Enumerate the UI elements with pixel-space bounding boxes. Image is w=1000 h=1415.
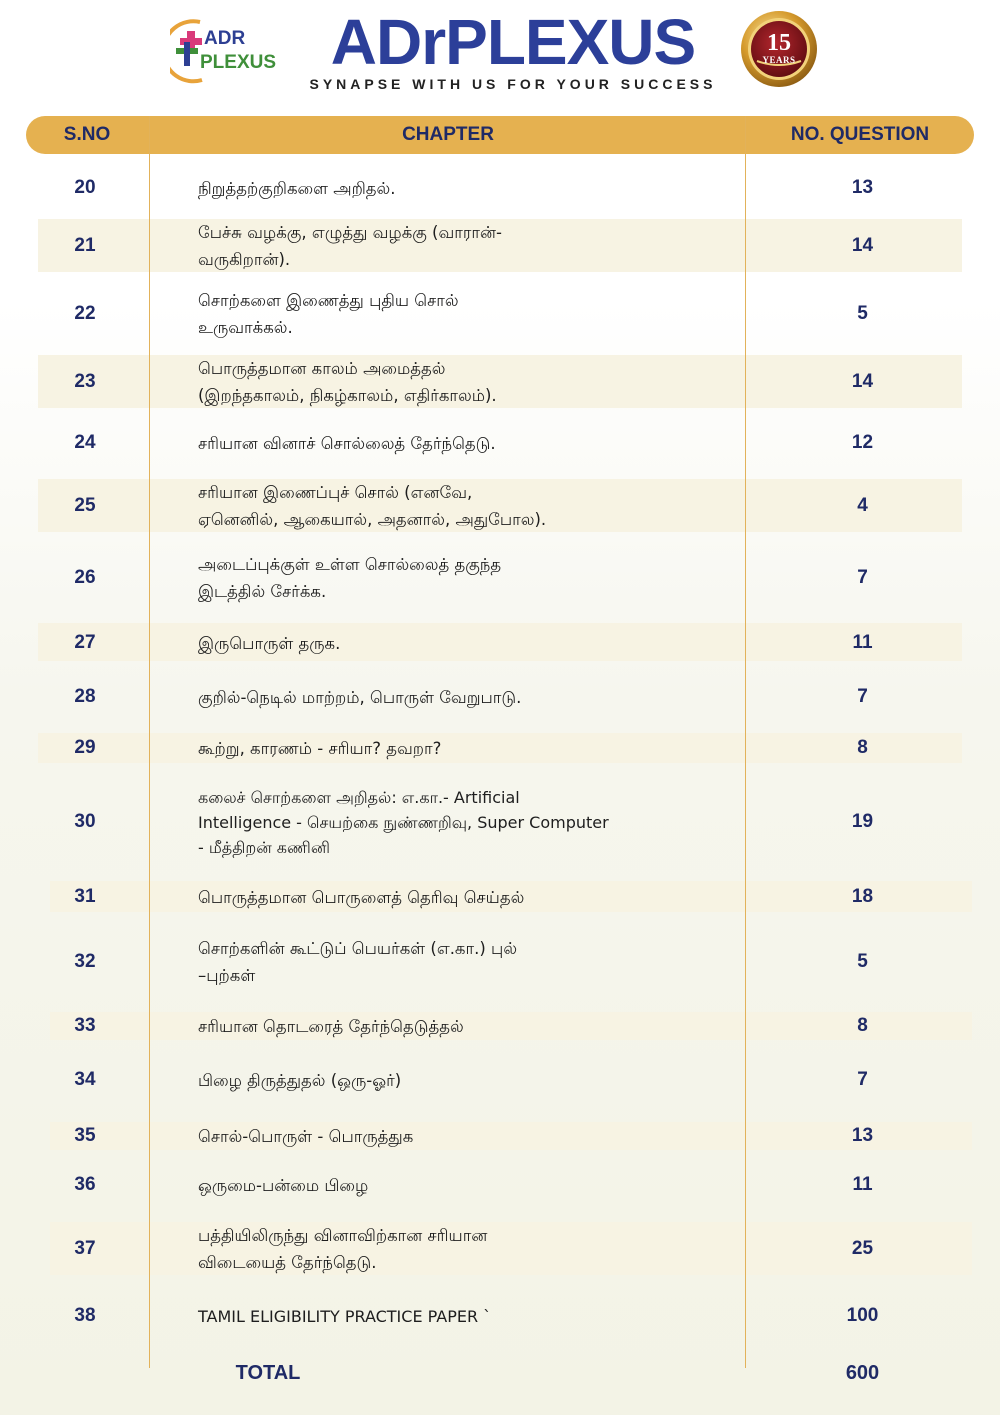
- chapter-line: குறில்-நெடில் மாற்றம், பொருள் வேறுபாடு.: [198, 687, 522, 707]
- row-sno: 28: [74, 686, 96, 707]
- row-chapter: [198, 881, 718, 913]
- table-row: [0, 219, 1000, 273]
- chapter-line: சரியான தொடரைத் தேர்ந்தெடுத்தல்: [198, 1016, 464, 1036]
- chapter-line: அடைப்புக்குள் உள்ள சொல்லைத் தகுந்த: [198, 555, 502, 574]
- chapter-line: ஒருமை-பன்மை பிழை: [198, 1175, 369, 1195]
- row-questions: 5: [857, 951, 868, 972]
- header-questions: NO. QUESTION: [790, 124, 930, 145]
- row-sno: 34: [74, 1069, 96, 1090]
- row-chapter: [198, 1296, 718, 1336]
- table-row: [0, 1166, 1000, 1204]
- row-sno: 38: [74, 1305, 96, 1326]
- badge-text: YEARS: [762, 55, 796, 65]
- row-chapter: [198, 1122, 718, 1150]
- chapter-line: சரியான இணைப்புச் சொல் (எனவே,: [198, 483, 473, 502]
- row-sno: 37: [74, 1238, 96, 1259]
- table-row: [0, 733, 1000, 763]
- table-row: [0, 355, 1000, 409]
- row-sno: 20: [74, 177, 96, 198]
- chapter-line: –புற்கள்: [198, 966, 256, 985]
- table-row: [0, 623, 1000, 663]
- chapter-line: வருகிறான்).: [198, 250, 291, 269]
- table-row: [0, 1122, 1000, 1150]
- total-label: TOTAL: [235, 1362, 301, 1384]
- row-sno: 21: [74, 235, 96, 256]
- table-row: [0, 479, 1000, 533]
- row-questions: 100: [846, 1305, 879, 1326]
- table-row: [0, 551, 1000, 605]
- chapter-line: சொல்-பொருள் - பொருத்துக: [198, 1126, 414, 1146]
- header-sno: S.NO: [63, 124, 111, 145]
- row-sno: 32: [74, 951, 96, 972]
- table-row: [0, 1060, 1000, 1100]
- chapter-line: (இறந்தகாலம், நிகழ்காலம், எதிர்காலம்).: [198, 386, 497, 405]
- brand-tagline: SYNAPSE WITH US FOR YOUR SUCCESS: [309, 76, 717, 92]
- row-chapter: [198, 1060, 718, 1100]
- chapter-line: பேச்சு வழக்கு, எழுத்து வழக்கு (வாரான்-: [198, 223, 503, 242]
- row-questions: 8: [857, 737, 868, 758]
- table-row: [0, 677, 1000, 717]
- table-row: [0, 1222, 1000, 1276]
- row-questions: 5: [857, 303, 868, 324]
- row-questions: 11: [852, 632, 873, 653]
- table-row: [0, 881, 1000, 913]
- row-questions: 7: [857, 1069, 868, 1090]
- row-sno: 31: [74, 886, 96, 907]
- row-sno: 33: [74, 1015, 96, 1036]
- row-chapter: [198, 1012, 718, 1040]
- chapter-line: - மீத்திறன் கணினி: [198, 837, 330, 857]
- row-chapter: [198, 355, 718, 409]
- row-chapter: [198, 551, 718, 605]
- table-row: [0, 423, 1000, 463]
- chapter-line: ஏனெனில், ஆகையால், அதனால், அதுபோல).: [198, 510, 547, 529]
- row-sno: 24: [74, 432, 96, 453]
- table-row: [0, 782, 1000, 862]
- chapter-line: பத்தியிலிருந்து வினாவிற்கான சரியான: [198, 1226, 488, 1245]
- row-chapter: [198, 782, 718, 862]
- row-questions: 14: [851, 371, 874, 392]
- chapter-line: நிறுத்தற்குறிகளை அறிதல்.: [198, 178, 396, 198]
- badge-number: 15: [767, 30, 791, 56]
- chapter-line: கலைச் சொற்களை அறிதல்: எ.கா.- Artificial: [198, 787, 520, 807]
- row-sno: 35: [74, 1125, 96, 1146]
- row-chapter: [198, 219, 718, 273]
- chapter-line: சரியான வினாச் சொல்லைத் தேர்ந்தெடு.: [198, 433, 496, 453]
- table-header: [26, 116, 974, 154]
- row-chapter: [198, 1222, 718, 1276]
- row-sno: 23: [74, 371, 96, 392]
- row-chapter: [198, 287, 718, 341]
- chapter-line: பொருத்தமான பொருளைத் தெரிவு செய்தல்: [198, 887, 525, 907]
- adr-plexus-logo: [170, 14, 282, 86]
- row-questions: 11: [852, 1174, 873, 1195]
- row-sno: 27: [74, 632, 96, 653]
- row-questions: 12: [851, 432, 874, 453]
- row-questions: 7: [857, 686, 868, 707]
- row-questions: 18: [851, 886, 874, 907]
- row-chapter: [198, 733, 718, 763]
- logo-text-plexus: PLEXUS: [200, 52, 277, 73]
- row-sno: 26: [74, 567, 96, 588]
- chapter-line: சொற்களின் கூட்டுப் பெயர்கள் (எ.கா.) புல்: [198, 939, 518, 958]
- table-row: [0, 935, 1000, 989]
- table-row: [0, 168, 1000, 208]
- chapter-line: பொருத்தமான காலம் அமைத்தல்: [198, 359, 446, 378]
- chapter-line: இருபொருள் தருக.: [198, 633, 341, 653]
- row-sno: 30: [74, 811, 96, 832]
- chapter-line: கூற்று, காரணம் - சரியா? தவறா?: [198, 738, 442, 758]
- medical-cross-logo-icon: [170, 14, 282, 86]
- row-chapter: [198, 623, 718, 663]
- total-value: 600: [845, 1362, 880, 1384]
- row-chapter: [198, 1166, 718, 1204]
- row-questions: 25: [851, 1238, 874, 1259]
- header-chapter: CHAPTER: [402, 124, 494, 145]
- row-chapter: [198, 479, 718, 533]
- row-questions: 8: [857, 1015, 868, 1036]
- chapter-line: உருவாக்கல்.: [198, 318, 293, 337]
- row-questions: 19: [851, 811, 874, 832]
- fifteen-years-badge: [739, 9, 819, 89]
- row-chapter: [198, 935, 718, 989]
- row-questions: 7: [857, 567, 868, 588]
- row-questions: 4: [857, 495, 868, 516]
- row-sno: 25: [74, 495, 96, 516]
- row-chapter: [198, 423, 718, 463]
- row-sno: 29: [74, 737, 96, 758]
- chapter-line: இடத்தில் சேர்க்க.: [198, 582, 327, 601]
- chapter-line: பிழை திருத்துதல் (ஒரு-ஓர்): [198, 1070, 402, 1090]
- row-sno: 22: [74, 303, 96, 324]
- chapter-line: சொற்களை இணைத்து புதிய சொல்: [198, 291, 459, 310]
- row-questions: 13: [851, 177, 874, 198]
- chapter-line: TAMIL ELIGIBILITY PRACTICE PAPER `: [198, 1306, 492, 1326]
- table-row: [0, 1296, 1000, 1336]
- row-questions: 13: [851, 1125, 874, 1146]
- logo-text-adr: ADR: [204, 28, 246, 49]
- chapter-line: விடையைத் தேர்ந்தெடு.: [198, 1253, 377, 1272]
- row-chapter: [198, 677, 718, 717]
- chapter-line: Intelligence - செயற்கை நுண்ணறிவு, Super Computer: [198, 812, 609, 832]
- table-row: [0, 1012, 1000, 1040]
- row-chapter: [198, 168, 718, 208]
- row-sno: 36: [74, 1174, 96, 1195]
- row-questions: 14: [851, 235, 874, 256]
- brand-title: ADrPLEXUS: [330, 6, 696, 78]
- table-row: [0, 287, 1000, 341]
